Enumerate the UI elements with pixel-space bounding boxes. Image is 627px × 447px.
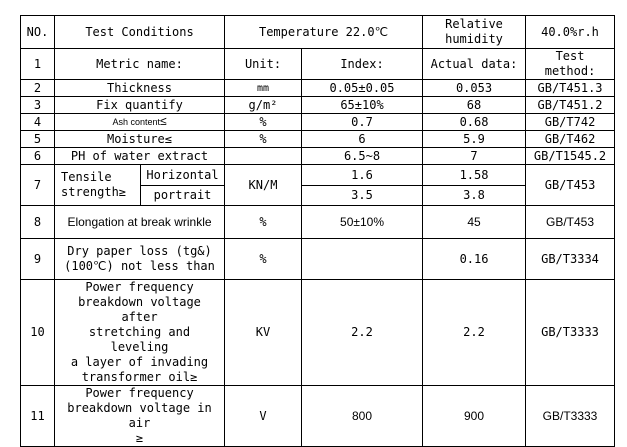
metric-name-text: Ash content — [112, 117, 160, 127]
method-header: Test method: — [526, 49, 615, 80]
table-row — [21, 165, 615, 186]
actual-cell: 0.053 — [423, 80, 526, 97]
unit-cell: % — [225, 206, 302, 239]
tensile-label-line1: Tensile — [61, 170, 112, 184]
unit-cell: % — [225, 114, 302, 131]
index-cell: 800 — [302, 386, 423, 447]
table-row — [21, 131, 615, 148]
row-number: 2 — [21, 80, 55, 97]
unit-cell: g/m² — [225, 97, 302, 114]
header-no: NO. — [21, 16, 55, 49]
metric-name-line3: stretching and leveling — [88, 325, 191, 354]
metric-name: Elongation at break wrinkle — [55, 206, 225, 239]
table-row — [21, 148, 615, 165]
metric-name-line3: ≥ — [135, 431, 144, 445]
row-number: 9 — [21, 239, 55, 280]
index-cell: 0.05±0.05 — [302, 80, 423, 97]
spec-table — [20, 15, 615, 447]
unit-cell: V — [225, 386, 302, 447]
metric-name — [55, 386, 225, 447]
table-row — [21, 386, 615, 447]
metric-name-line1: Dry paper loss (tg&) — [67, 244, 212, 258]
unit-header: Unit: — [225, 49, 302, 80]
index-cell: 6 — [302, 131, 423, 148]
method-cell: GB/T453 — [526, 165, 615, 206]
actual-cell: 0.16 — [423, 239, 526, 280]
unit-cell — [225, 148, 302, 165]
unit-cell: % — [225, 131, 302, 148]
actual-cell: 1.58 — [423, 165, 526, 186]
actual-cell: 45 — [423, 206, 526, 239]
metric-name: PH of water extract — [55, 148, 225, 165]
index-cell: 65±10% — [302, 97, 423, 114]
method-cell: GB/T3334 — [526, 239, 615, 280]
index-header: Index: — [302, 49, 423, 80]
row-number: 3 — [21, 97, 55, 114]
metric-name-line5: transformer oil≥ — [81, 370, 198, 384]
metric-name-text: Moisture — [106, 131, 165, 146]
row-number: 4 — [21, 114, 55, 131]
header-row — [21, 16, 615, 49]
unit-cell: KV — [225, 280, 302, 386]
row-number: 11 — [21, 386, 55, 447]
header-temperature: Temperature 22.0℃ — [225, 16, 423, 49]
table-row — [21, 114, 615, 131]
actual-cell: 68 — [423, 97, 526, 114]
row-number: 5 — [21, 131, 55, 148]
header-humidity-value: 40.0%r.h — [526, 16, 615, 49]
actual-cell: 2.2 — [423, 280, 526, 386]
table-row — [21, 206, 615, 239]
table-row — [21, 280, 615, 386]
method-cell: GB/T1545.2 — [526, 148, 615, 165]
header-relative-humidity — [423, 16, 526, 49]
row-number: 1 — [21, 49, 55, 80]
index-cell: 0.7 — [302, 114, 423, 131]
metric-name-line4: a layer of invading — [70, 355, 209, 369]
metric-name: Fix quantify — [55, 97, 225, 114]
row-number: 10 — [21, 280, 55, 386]
metric-name-symbol: ≤ — [159, 114, 167, 128]
table-row — [21, 239, 615, 280]
actual-cell: 3.8 — [423, 186, 526, 206]
metric-name-symbol: ≤ — [164, 131, 173, 146]
index-cell: 1.6 — [302, 165, 423, 186]
method-cell: GB/T3333 — [526, 386, 615, 447]
unit-cell: % — [225, 239, 302, 280]
metric-name-line2: breakdown voltage after — [78, 295, 201, 324]
index-cell: 2.2 — [302, 280, 423, 386]
metric-name-line1: Power frequency — [85, 386, 194, 400]
row-number: 7 — [21, 165, 55, 206]
index-cell: 50±10% — [302, 206, 423, 239]
method-cell: GB/T451.3 — [526, 80, 615, 97]
metric-name-line2: (100℃) not less than — [64, 259, 215, 273]
actual-cell: 7 — [423, 148, 526, 165]
method-cell: GB/T462 — [526, 131, 615, 148]
actual-header: Actual data: — [423, 49, 526, 80]
table-row — [21, 80, 615, 97]
header-test-conditions: Test Conditions — [55, 16, 225, 49]
tensile-portrait: portrait — [141, 186, 225, 206]
row-number: 8 — [21, 206, 55, 239]
metric-name-line2: breakdown voltage in air — [67, 401, 212, 430]
method-cell: GB/T742 — [526, 114, 615, 131]
unit-cell: KN/M — [225, 165, 302, 206]
subheader-row — [21, 49, 615, 80]
method-cell: GB/T3333 — [526, 280, 615, 386]
metric-name — [55, 239, 225, 280]
actual-cell: 5.9 — [423, 131, 526, 148]
tensile-label — [55, 165, 141, 206]
method-cell: GB/T451.2 — [526, 97, 615, 114]
method-cell: GB/T453 — [526, 206, 615, 239]
table-row — [21, 97, 615, 114]
actual-cell: 0.68 — [423, 114, 526, 131]
tensile-horizontal: Horizontal — [141, 165, 225, 186]
metric-name — [55, 114, 225, 131]
index-cell: 3.5 — [302, 186, 423, 206]
tensile-label-line2: strength≥ — [61, 185, 127, 199]
index-cell: 6.5~8 — [302, 148, 423, 165]
metric-name — [55, 131, 225, 148]
relative-humidity-line2: humidity — [445, 32, 503, 46]
unit-cell: mm — [225, 80, 302, 97]
actual-cell: 900 — [423, 386, 526, 447]
row-number: 6 — [21, 148, 55, 165]
metric-name: Thickness — [55, 80, 225, 97]
relative-humidity-line1: Relative — [445, 17, 503, 31]
metric-name-line1: Power frequency — [85, 280, 194, 294]
metric-header: Metric name: — [55, 49, 225, 80]
metric-name — [55, 280, 225, 386]
index-cell — [302, 239, 423, 280]
